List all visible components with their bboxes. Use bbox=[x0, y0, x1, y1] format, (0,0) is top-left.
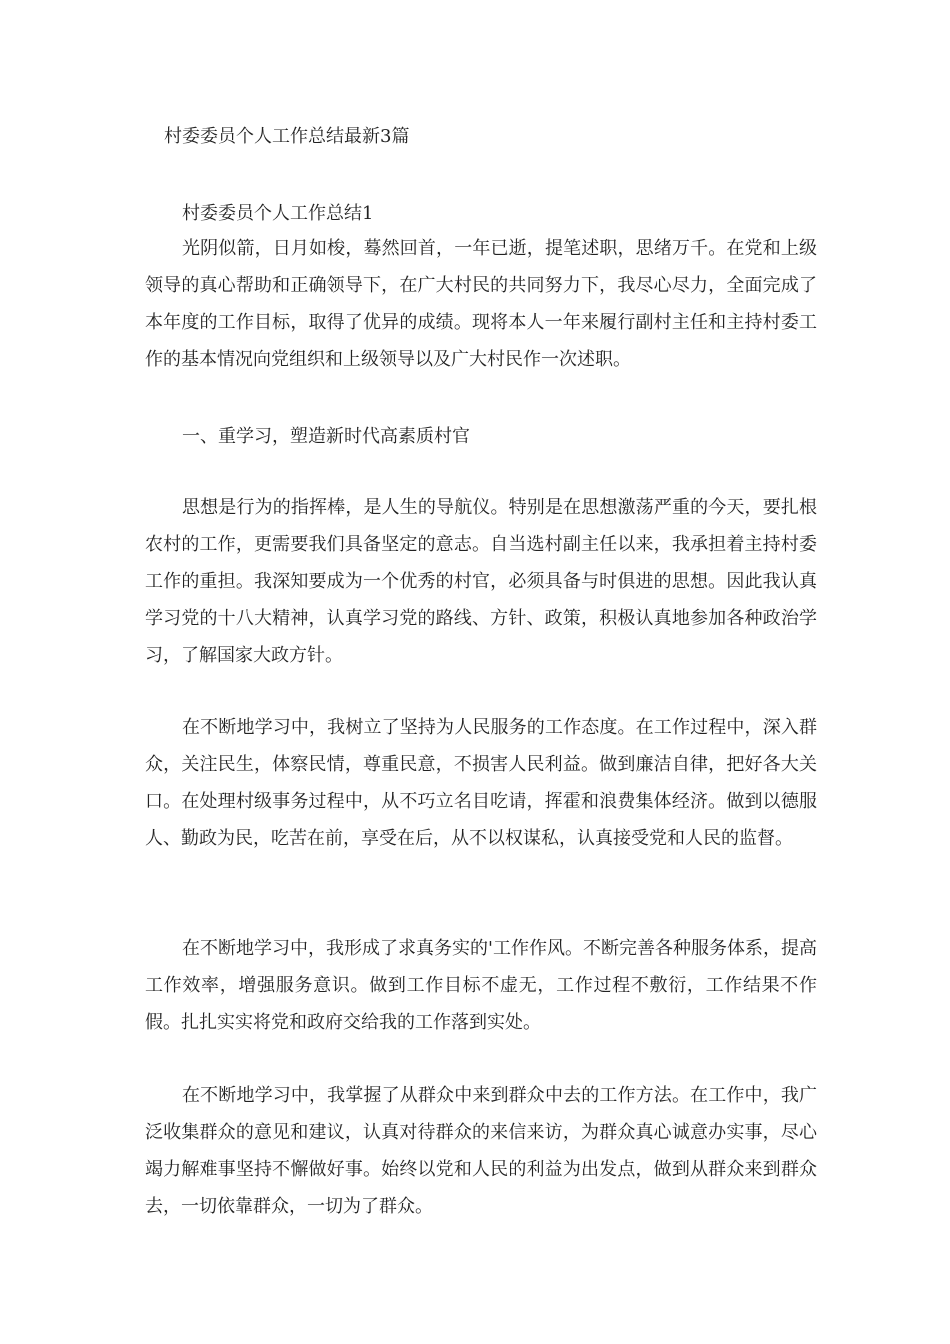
document-title: 村委委员个人工作总结最新3篇 bbox=[164, 126, 410, 147]
section-heading-1: 村委委员个人工作总结1 bbox=[182, 203, 374, 224]
paragraph-3: 在不断地学习中，我树立了坚持为人民服务的工作态度。在工作过程中，深入群众，关注民生，体察民情，尊重民意，不损害人民利益。做到廉洁自律，把好各大关口。在处理村级事务过程中，从不巧立名目吃请，挥霍和浪费集体经济。做到以德服人、勤政为民，吃苦在前，享受在后，从不以权谋私，认真接受党和人民的监督。 bbox=[145, 717, 817, 849]
paragraph-1: 光阴似箭，日月如梭，蓦然回首，一年已逝，提笔述职，思绪万千。在党和上级领导的真心帮助和正确领导下，在广大村民的共同努力下，我尽心尽力，全面完成了本年度的工作目标，取得了优异的成绩。现将本人一年来履行副村主任和主持村委工作的基本情况向党组织和上级领导以及广大村民作一次述职。 bbox=[145, 238, 817, 370]
paragraph-2: 思想是行为的指挥棒，是人生的导航仪。特别是在思想激荡严重的今天，要扎根农村的工作，更需要我们具备坚定的意志。自当选村副主任以来，我承担着主持村委工作的重担。我深知要成为一个优秀的村官，必须具备与时俱进的思想。因此我认真学习党的十八大精神，认真学习党的路线、方针、政策，积极认真地参加各种政治学习，了解国家大政方针。 bbox=[145, 497, 817, 666]
paragraph-4: 在不断地学习中，我形成了求真务实的'工作作风。不断完善各种服务体系，提高工作效率，增强服务意识。做到工作目标不虚无，工作过程不敷衍，工作结果不作假。扎扎实实将党和政府交给我的工作落到实处。 bbox=[145, 938, 817, 1033]
section-heading-2: 一、重学习，塑造新时代高素质村官 bbox=[182, 426, 470, 447]
paragraph-5: 在不断地学习中，我掌握了从群众中来到群众中去的工作方法。在工作中，我广泛收集群众的意见和建议，认真对待群众的来信来访，为群众真心诚意办实事，尽心竭力解难事坚持不懈做好事。始终以党和人民的利益为出发点，做到从群众来到群众去，一切依靠群众，一切为了群众。 bbox=[145, 1085, 817, 1217]
